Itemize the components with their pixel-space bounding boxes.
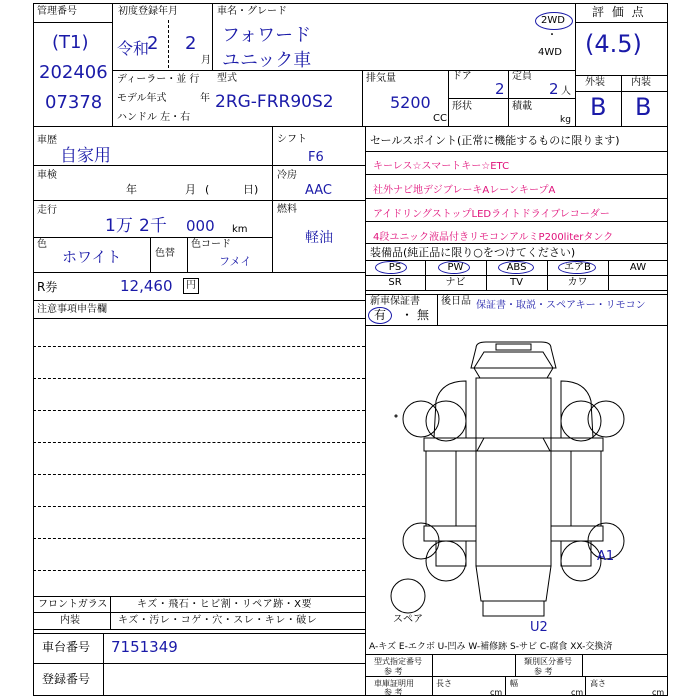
glass-value: キズ・飛石・ヒビ割・リペア跡・X要 [137,599,312,610]
equip-pw: PW [447,262,464,273]
rticket-label: R券 [37,280,58,294]
color-value: ホワイト [62,248,122,266]
mgmt-value-2: 202406 [39,62,108,83]
rating-label: 評 価 点 [592,5,646,19]
car-grade: ユニック車 [222,50,312,71]
chassis-value: 7151349 [111,638,178,656]
mileage-label: 走行 [37,205,57,216]
doors-label: ドア [452,71,472,82]
equip-tv: TV [510,277,523,288]
dealer-line2: モデル年式 [117,93,167,104]
chassis-label: 車台番号 [42,640,91,654]
cap-value: 2 [549,80,559,98]
shaken-month: 月 [185,183,196,196]
warranty-dot: ・ [401,308,414,322]
sales-item-4: 4段ユニック液晶付きリモコンアルミP200literタンク [373,232,614,243]
equip-ps: PS [388,262,402,273]
cert-label: 車庫証明用 [374,679,414,688]
load-unit: kg [560,115,571,125]
interior-label: 内装 [60,615,80,626]
disp-value: 5200 [390,93,431,112]
color-change-label: 色替 [155,248,175,259]
ac-label: 冷房 [277,170,297,181]
equip-airbag: エアB [564,262,591,273]
car-damage-diagram [366,326,668,636]
type-spec-ref: 参 考 [384,667,403,676]
sales-label: セールスポイント(正常に機能するものに限ります) [370,134,620,147]
height-label: 高さ [590,679,606,688]
width-label: 幅 [510,679,518,688]
regno-label: 登録番号 [42,672,91,686]
dealer-line3: ハンドル 左・右 [117,112,191,123]
drive-2wd: 2WD [541,15,565,26]
history-value: 自家用 [60,146,111,166]
warranty-no: 無 [417,308,430,322]
length-unit: cm [490,688,503,697]
model-label: 型式 [217,73,237,84]
car-name: フォワード [222,25,312,46]
equip-navi: ナビ [445,277,466,288]
mileage-man: 1万 [105,216,133,236]
accessories-value: 保証書・取説・スペアキー・リモコン [476,300,646,311]
dealer-line2b: 年 [200,93,210,104]
shift-label: シフト [277,134,307,145]
equip-label: 装備品(純正品に限り○をつけてください) [370,246,576,259]
reg-month-unit: 月 [201,55,211,66]
damage-legend: A-キズ E-エクボ U-凹み W-補修跡 S-サビ C-腐食 XX-交換済 [369,642,613,652]
accessories-label: 後日品 [441,296,471,307]
rticket-value: 12,460 [120,277,173,295]
sales-item-2: 社外ナビ地デジブレーキAレーンキープA [373,185,556,196]
drive-dot: ・ [547,30,557,41]
sales-item-3: アイドリングストップLEDライトドライブレコーダー [373,209,610,220]
warranty-yes: 有 [374,308,387,322]
name-label: 車名・グレード [217,6,287,17]
rating-int-label: 内装 [631,77,651,88]
mileage-rest: 000 [186,217,215,235]
rating-score: (4.5) [585,30,642,58]
history-label: 車歴 [37,135,57,146]
cap-label: 定員 [512,71,532,82]
equip-leather: カワ [567,277,588,288]
type-spec-label: 型式指定番号 [374,657,422,666]
width-unit: cm [571,688,584,697]
mileage-unit: km [232,224,248,235]
type-class-label: 類別区分番号 [524,657,572,666]
spare-label: スペア [393,614,423,625]
shaken-year: 年 [126,183,137,196]
disp-unit: CC [433,113,447,124]
shaken-paren: ( [205,183,210,196]
length-label: 長さ [436,679,452,688]
doors-value: 2 [495,80,505,98]
dealer-line1: ディーラー・並 行 [117,74,200,85]
sales-item-1: キーレス☆スマートキー☆ETC [373,161,510,172]
rating-ext: B [590,93,607,121]
reg-era: 令和 [117,39,150,58]
glass-label: フロントガラス [38,599,108,610]
equip-sr: SR [388,277,402,288]
damage-mark-u2: U2 [530,620,548,635]
color-code-label: 色コード [191,239,231,250]
shaken-day: 日) [243,183,259,196]
mgmt-label: 管理番号 [37,6,77,17]
equip-abs: ABS [506,262,527,273]
drive-4wd: 4WD [538,47,562,58]
equip-aw: AW [629,262,647,273]
notes-label: 注意事項申告欄 [37,304,107,315]
interior-value: キズ・汚レ・コゲ・穴・スレ・キレ・破レ [118,615,318,626]
shaken-label: 車検 [37,170,57,181]
reg-label: 初度登録年月 [118,6,178,17]
reg-year: 2 [147,33,159,54]
damage-mark-a1: A1 [597,549,615,564]
fuel-label: 燃料 [277,204,297,215]
height-unit: cm [652,688,665,697]
rating-int: B [635,93,652,121]
cert-ref: 参 考 [384,688,403,697]
fuel-value: 軽油 [305,230,333,246]
mileage-sen: 2千 [139,216,167,236]
reg-month: 2 [185,33,197,54]
mgmt-value-3: 07378 [45,92,103,113]
model-value: 2RG-FRR90S2 [215,92,334,112]
ac-value: AAC [305,183,332,198]
color-code: フメイ [219,255,252,268]
load-label: 積載 [512,101,532,112]
disp-label: 排気量 [366,73,396,84]
color-label: 色 [37,239,47,250]
type-class-ref: 参 考 [534,667,553,676]
shift-value: F6 [308,150,324,165]
mgmt-value-1: (T1) [52,32,89,53]
rating-ext-label: 外装 [585,77,605,88]
warranty-label: 新車保証書 [370,296,420,307]
shape-label: 形状 [452,101,472,112]
rticket-unit: 円 [186,280,196,291]
cap-unit: 人 [561,86,571,97]
